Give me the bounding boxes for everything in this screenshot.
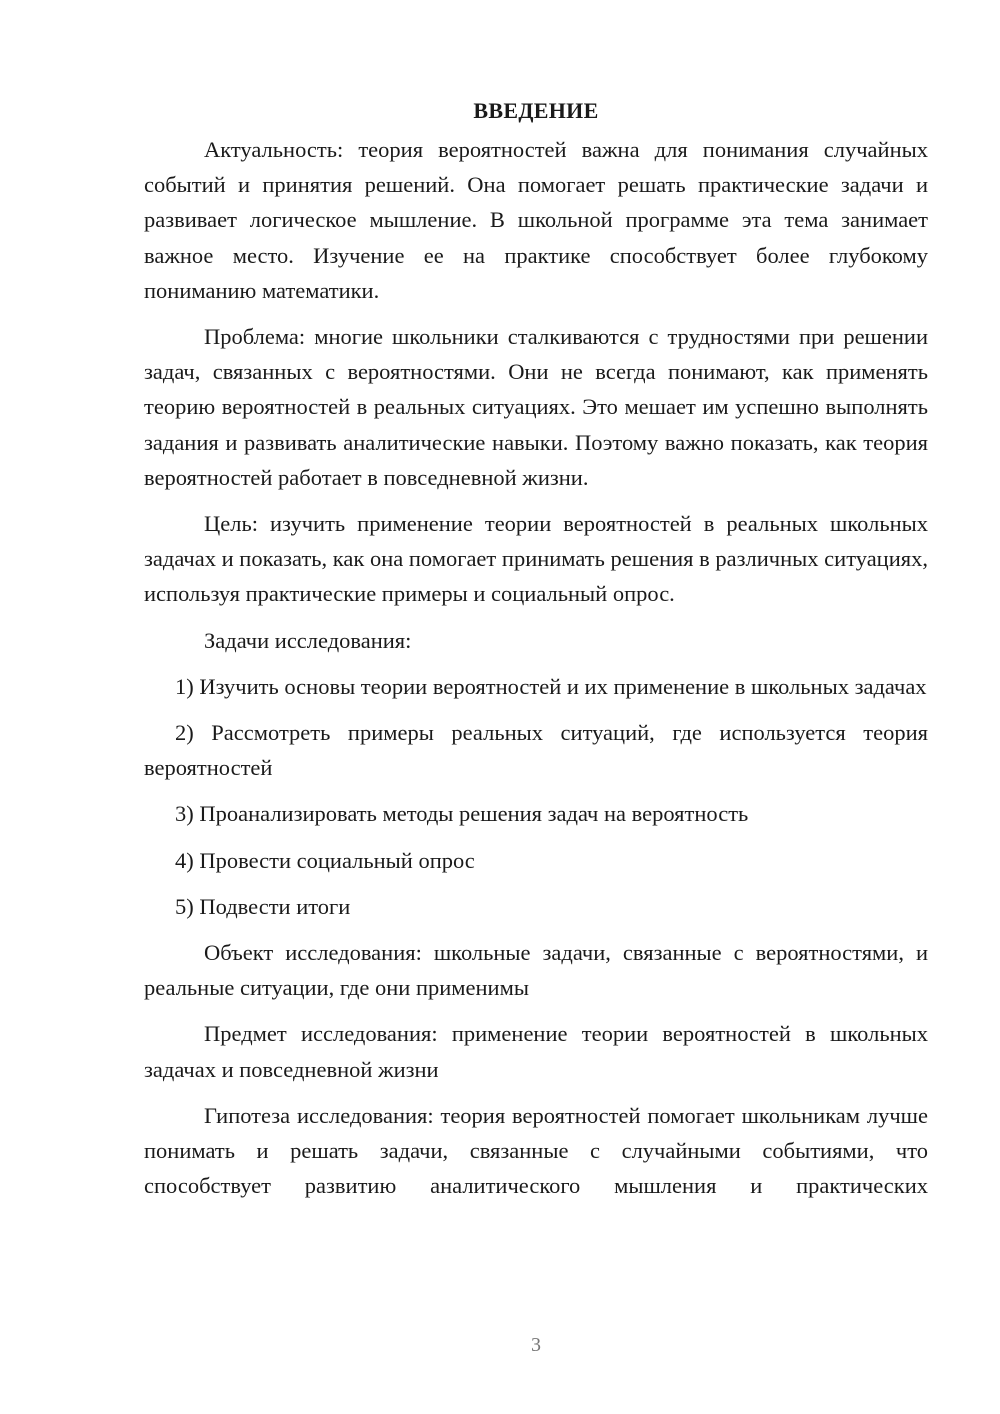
task-item-3: 3) Проанализировать методы решения задач на вероятность bbox=[175, 801, 749, 827]
problem-paragraph: Проблема: многие школьники сталкиваются с трудностями при решении задач, связанных с вероятностями. Они не всегда понимают, как применять теорию вероятностей в реальных ситуациях. Это мешает им успешно выполнять задания и развивать аналитические навыки. Поэтому важно показать, как теория вероятностей работает в повседневной жизни. bbox=[144, 324, 928, 490]
hypothesis-paragraph: Гипотеза исследования: теория вероятностей помогает школьникам лучше понимать и решать задачи, связанные с случайными событиями, что способствует развитию аналитического мышления и практических bbox=[144, 1102, 928, 1199]
task-item-5: 5) Подвести итоги bbox=[175, 893, 351, 919]
subject-paragraph: Предмет исследования: применение теории вероятностей в школьных задачах и повседневной жизни bbox=[144, 1021, 928, 1082]
task-item-1: 1) Изучить основы теории вероятностей и их применение в школьных задачах bbox=[175, 673, 927, 699]
page-content bbox=[144, 96, 928, 1214]
object-paragraph: Объект исследования: школьные задачи, связанные с вероятностями, и реальные ситуации, где они применимы bbox=[144, 940, 928, 1001]
page-title: ВВЕДЕНИЕ bbox=[473, 98, 599, 123]
task-item-2: 2) Рассмотреть примеры реальных ситуаций, где используется теория вероятностей bbox=[144, 720, 928, 781]
relevance-paragraph: Актуальность: теория вероятностей важна для понимания случайных событий и принятия решений. Она помогает решать практические задачи и развивает логическое мышление. В школьной программе эта тема занимает важное место. Изучение ее на практике способствует более глубокому пониманию математики. bbox=[144, 137, 928, 303]
task-item-4: 4) Провести социальный опрос bbox=[175, 847, 475, 873]
goal-paragraph: Цель: изучить применение теории вероятностей в реальных школьных задачах и показать, как она помогает принимать решения в различных ситуациях, используя практические примеры и социальный опрос. bbox=[144, 511, 928, 607]
tasks-heading: Задачи исследования: bbox=[204, 627, 412, 653]
page-number: 3 bbox=[531, 1334, 541, 1356]
